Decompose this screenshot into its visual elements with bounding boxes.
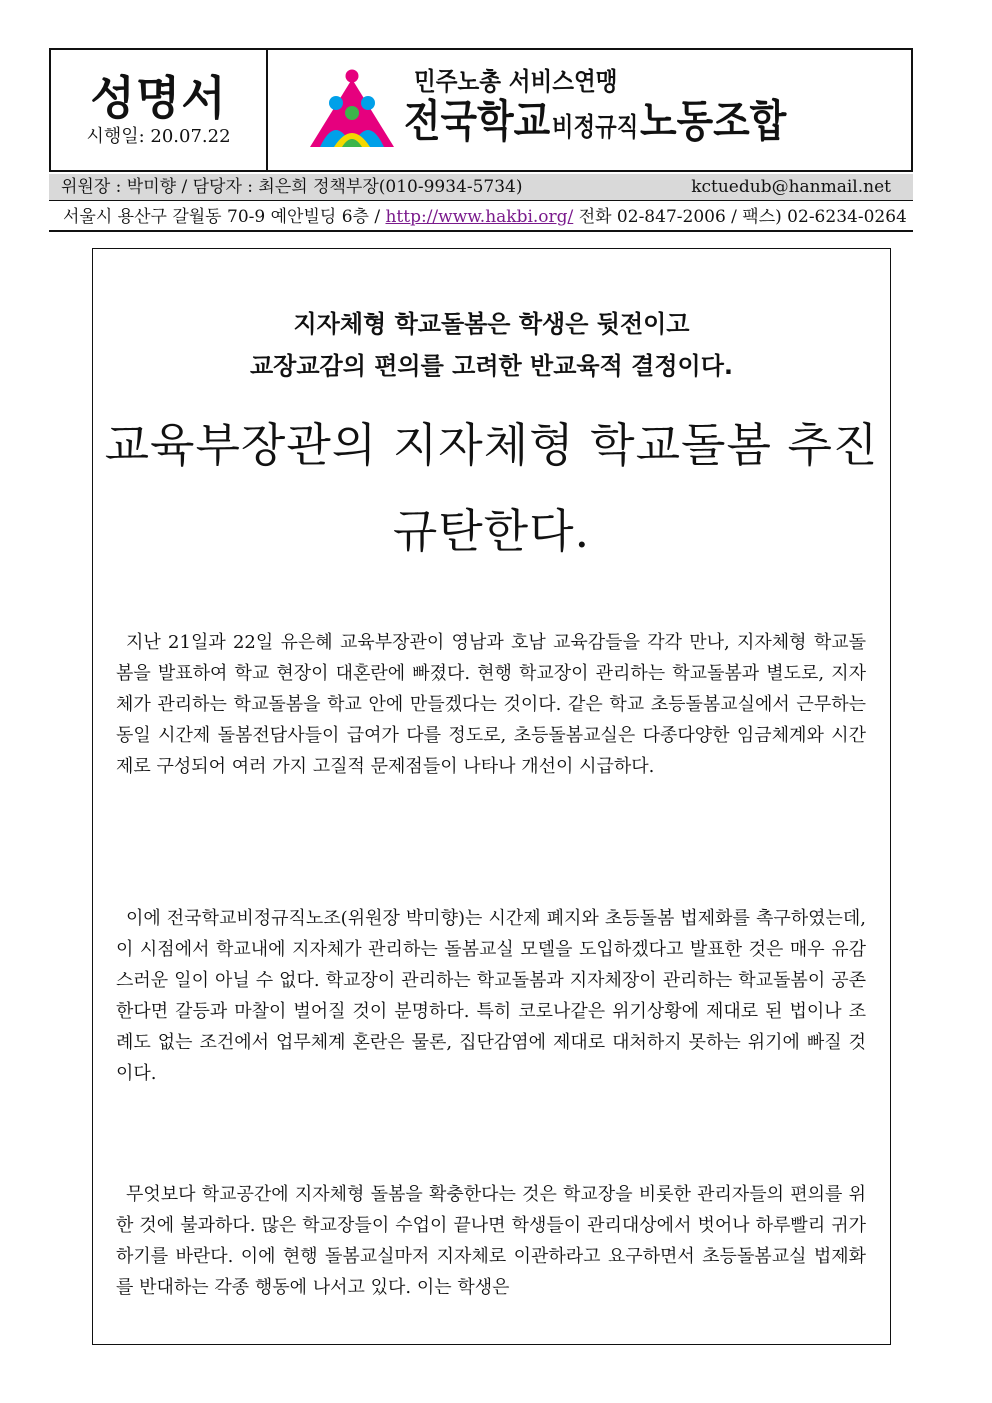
union-logo-icon <box>306 69 398 151</box>
statement-body <box>92 248 891 1345</box>
union-name-part-2: 비정규직 <box>551 113 639 143</box>
address-line <box>49 203 913 232</box>
issue-date: 20.07.22 <box>150 126 231 147</box>
federation-name: 민주노총 서비스연맹 <box>414 67 618 96</box>
body-paragraph-2: 이에 전국학교비정규직노조(위원장 박미향)는 시간제 폐지와 초등돌봄 법제화를 촉구하였는데, 이 시점에서 학교내에 지자체가 관리하는 돌봄교실 모델을 도입하겠다고 발표한 것은 매우 유감스러운 일이 아닐 수 없다. 학교장이 관리하는 학교돌봄과 지자체장이 관리하는 학교돌봄이 공존한다면 갈등과 마찰이 벌어질 것이 분명하다. 특히 코로나같은 위기상황에 제대로 된 법이나 조례도 없는 조건에서 업무체계 혼란은 물론, 집단감염에 제대로 대처하지 못하는 위기에 빠질 것이다. <box>116 908 866 1084</box>
contact-bar <box>49 174 913 201</box>
main-title-line-1: 교육부장관의 지자체형 학교돌봄 추진 <box>104 418 879 472</box>
phone-fax: 전화 02-847-2006 / 팩스) 02-6234-0264 <box>578 207 907 227</box>
letterhead <box>49 48 913 172</box>
main-title-line-2: 규탄한다. <box>392 504 591 558</box>
union-brand <box>268 50 911 170</box>
doc-type-panel <box>51 50 268 170</box>
subtitle-line-1: 지자체형 학교돌봄은 학생은 뒷전이고 <box>293 310 690 338</box>
union-name-part-3: 노동조합 <box>640 96 787 147</box>
body-paragraph-3: 무엇보다 학교공간에 지자체형 돌봄을 확충한다는 것은 학교장을 비롯한 관리자들의 편의를 위한 것에 불과하다. 많은 학교장들이 수업이 끝나면 학생들이 관리대상에서 벗어나 하루빨리 귀가하기를 바란다. 이에 현행 돌봄교실마저 지자체로 이관하라고 요구하면서 초등돌봄교실 법제화를 반대하는 각종 행동에 나서고 있다. 이는 학생은 <box>116 1184 866 1298</box>
address-separator: / <box>374 207 381 227</box>
contact-people: 위원장 : 박미향 / 담당자 : 최은희 정책부장(010-9934-5734) <box>61 177 523 197</box>
subtitle-line-2: 교장교감의 편의를 고려한 반교육적 결정이다. <box>249 352 734 380</box>
union-name-part-1: 전국학교 <box>404 96 551 147</box>
issue-date-line <box>86 126 230 148</box>
doc-type-title: 성명서 <box>90 71 227 125</box>
contact-email[interactable]: kctuedub@hanmail.net <box>691 177 891 197</box>
website-link[interactable]: http://www.hakbi.org/ <box>385 207 574 227</box>
body-paragraph-1: 지난 21일과 22일 유은혜 교육부장관이 영남과 호남 교육감들을 각각 만나, 지자체형 학교돌봄을 발표하여 학교 현장이 대혼란에 빠졌다. 현행 학교장이 관리하는 학교돌봄과 별도로, 지자체가 관리하는 학교돌봄을 학교 안에 만들겠다는 것이다. 같은 학교 초등돌봄교실에서 근무하는 동일 시간제 돌봄전담사들이 급여가 다를 정도로, 초등돌봄교실은 다종다양한 임금체계와 시간제로 구성되어 여러 가지 고질적 문제점들이 나타나 개선이 시급하다. <box>116 632 866 777</box>
union-name <box>404 97 786 153</box>
issue-date-label: 시행일: <box>86 126 145 147</box>
union-text <box>404 67 849 153</box>
street-address: 서울시 용산구 갈월동 70-9 예안빌딩 6층 <box>63 207 369 227</box>
